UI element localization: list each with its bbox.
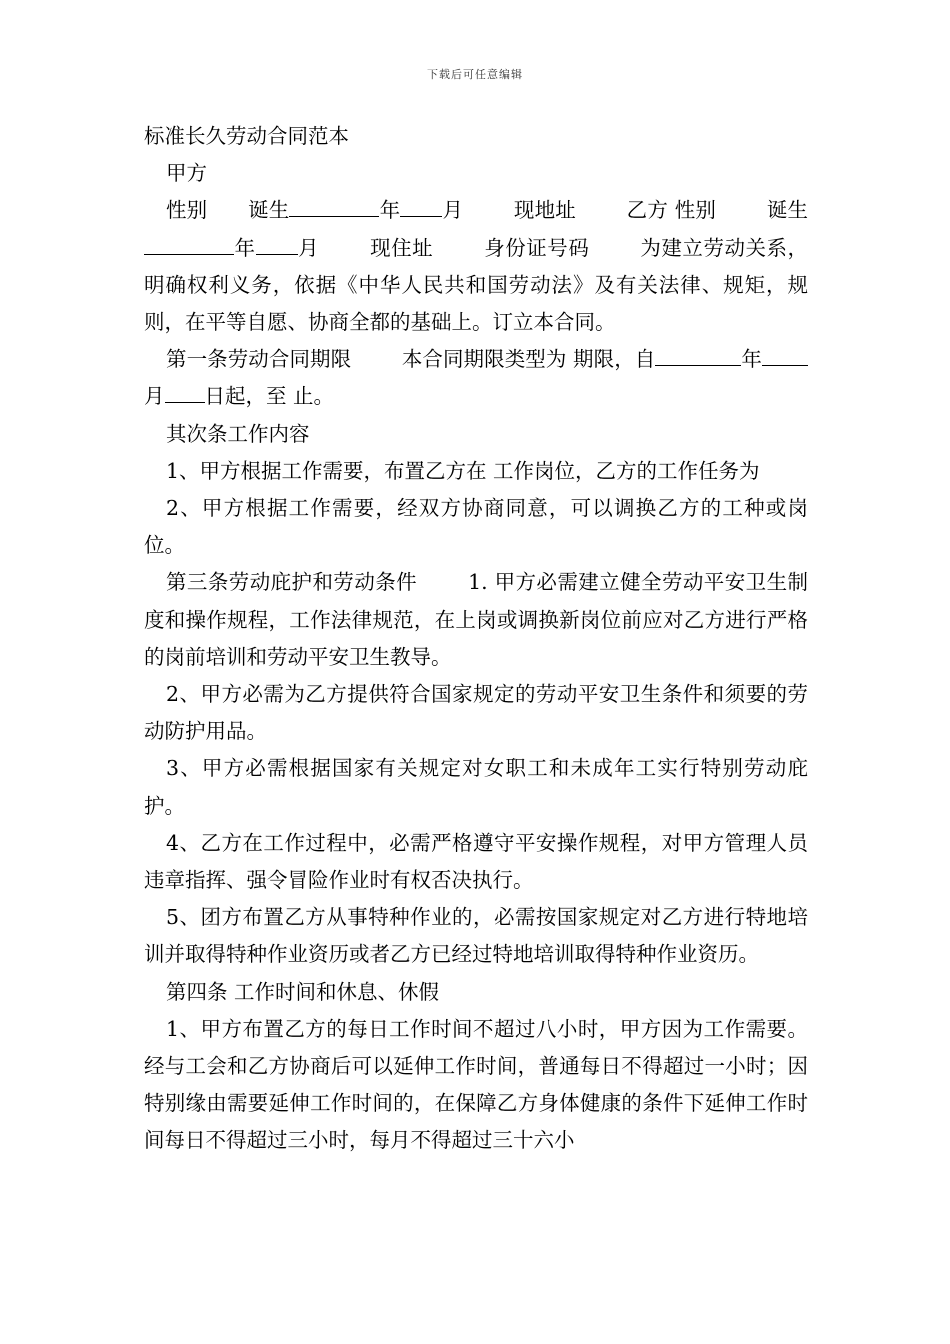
document-body bbox=[144, 118, 808, 1160]
article-3-paragraph bbox=[144, 564, 808, 676]
month-blank-2 bbox=[256, 232, 298, 255]
article-3-item-2: 2、甲方必需为乙方提供符合国家规定的劳动平安卫生条件和须要的劳动防护用品。 bbox=[144, 682, 808, 744]
start-day-label: 日起，至 止。 bbox=[204, 384, 335, 409]
article-3-item-3: 3、甲方必需根据国家有关规定对女职工和未成年工实行特别劳动庇护。 bbox=[144, 756, 808, 818]
born-label: 诞生 bbox=[248, 198, 290, 223]
year-blank-2 bbox=[144, 232, 234, 255]
id-number-label: 身份证号码 bbox=[484, 235, 590, 260]
article-4-heading: 第四条 工作时间和休息、休假 bbox=[166, 979, 440, 1004]
start-day-blank bbox=[165, 380, 205, 403]
article-1-heading: 第一条劳动合同期限 bbox=[166, 347, 352, 372]
article-4-item-1: 1、甲方布置乙方的每日工作时间不超过八小时，甲方因为工作需要。经与工会和乙方协商后可以延伸工作时间，普通每日不得超过一小时；因特别缘由需要延伸工作时间的，在保障乙方身体健康的条件下延伸工作时间每日不得超过三小时，每月不得超过三十六小 bbox=[144, 1016, 808, 1153]
article-1-text: 本合同期限类型为 期限，自 bbox=[401, 347, 656, 372]
start-month-label: 月 bbox=[144, 384, 165, 409]
article-2-item-2: 2、甲方根据工作需要，经双方协商同意，可以调换乙方的工种或岗位。 bbox=[144, 496, 808, 558]
article-3-item-4: 4、乙方在工作过程中，必需严格遵守平安操作规程，对甲方管理人员违章指挥、强令冒险作业时有权否决执行。 bbox=[144, 830, 808, 893]
month-blank bbox=[400, 194, 442, 217]
start-year-label: 年 bbox=[741, 347, 762, 372]
year-label: 年 bbox=[379, 198, 401, 223]
gender-label: 性别 bbox=[166, 198, 208, 223]
page-header: 下载后可任意编辑 bbox=[427, 68, 523, 81]
year-label-2: 年 bbox=[234, 235, 256, 260]
party-b-gender-label: 乙方 性别 bbox=[626, 198, 717, 223]
party-a-label: 甲方 bbox=[166, 161, 207, 186]
article-2-heading: 其次条工作内容 bbox=[166, 421, 310, 446]
start-year-blank bbox=[655, 343, 741, 366]
born2b-label: 生 bbox=[787, 198, 808, 223]
month-label: 月 bbox=[442, 198, 464, 223]
document-title: 标准长久劳动合同范本 bbox=[144, 124, 349, 148]
preamble-rest: 系，明确权利义务，依据《中华人民共和国劳动法》及有关法律、规矩，规则，在平等自愿、协商全都的基础上。订立本合同。 bbox=[144, 235, 809, 335]
article-2-item-1: 1、甲方根据工作需要，布置乙方在 工作岗位，乙方的工作任务为 bbox=[166, 458, 760, 483]
article-3-item-1: 1. 甲方必需建立健全劳动平安卫生制度和操作规程，工作法律规范，在上岗或调换新岗位前应对乙方进行严格的岗前培训和劳动平安卫生教导。 bbox=[144, 570, 809, 669]
current-address-label: 现地址 bbox=[513, 198, 576, 223]
preamble-start: 为建立劳动关 bbox=[640, 235, 767, 260]
start-month-blank bbox=[762, 343, 808, 366]
article-3-heading: 第三条劳动庇护和劳动条件 bbox=[166, 570, 418, 595]
month-label-2: 月 bbox=[297, 235, 320, 260]
personal-info-paragraph bbox=[144, 192, 808, 341]
article-1-paragraph bbox=[144, 341, 808, 415]
born2-label: 诞 bbox=[766, 198, 788, 223]
residence-label: 现住址 bbox=[370, 235, 434, 260]
article-3-item-5: 5、团方布置乙方从事特种作业的，必需按国家规定对乙方进行特地培训并取得特种作业资历或者乙方已经过特地培训取得特种作业资历。 bbox=[144, 905, 808, 967]
year-blank bbox=[289, 194, 379, 217]
